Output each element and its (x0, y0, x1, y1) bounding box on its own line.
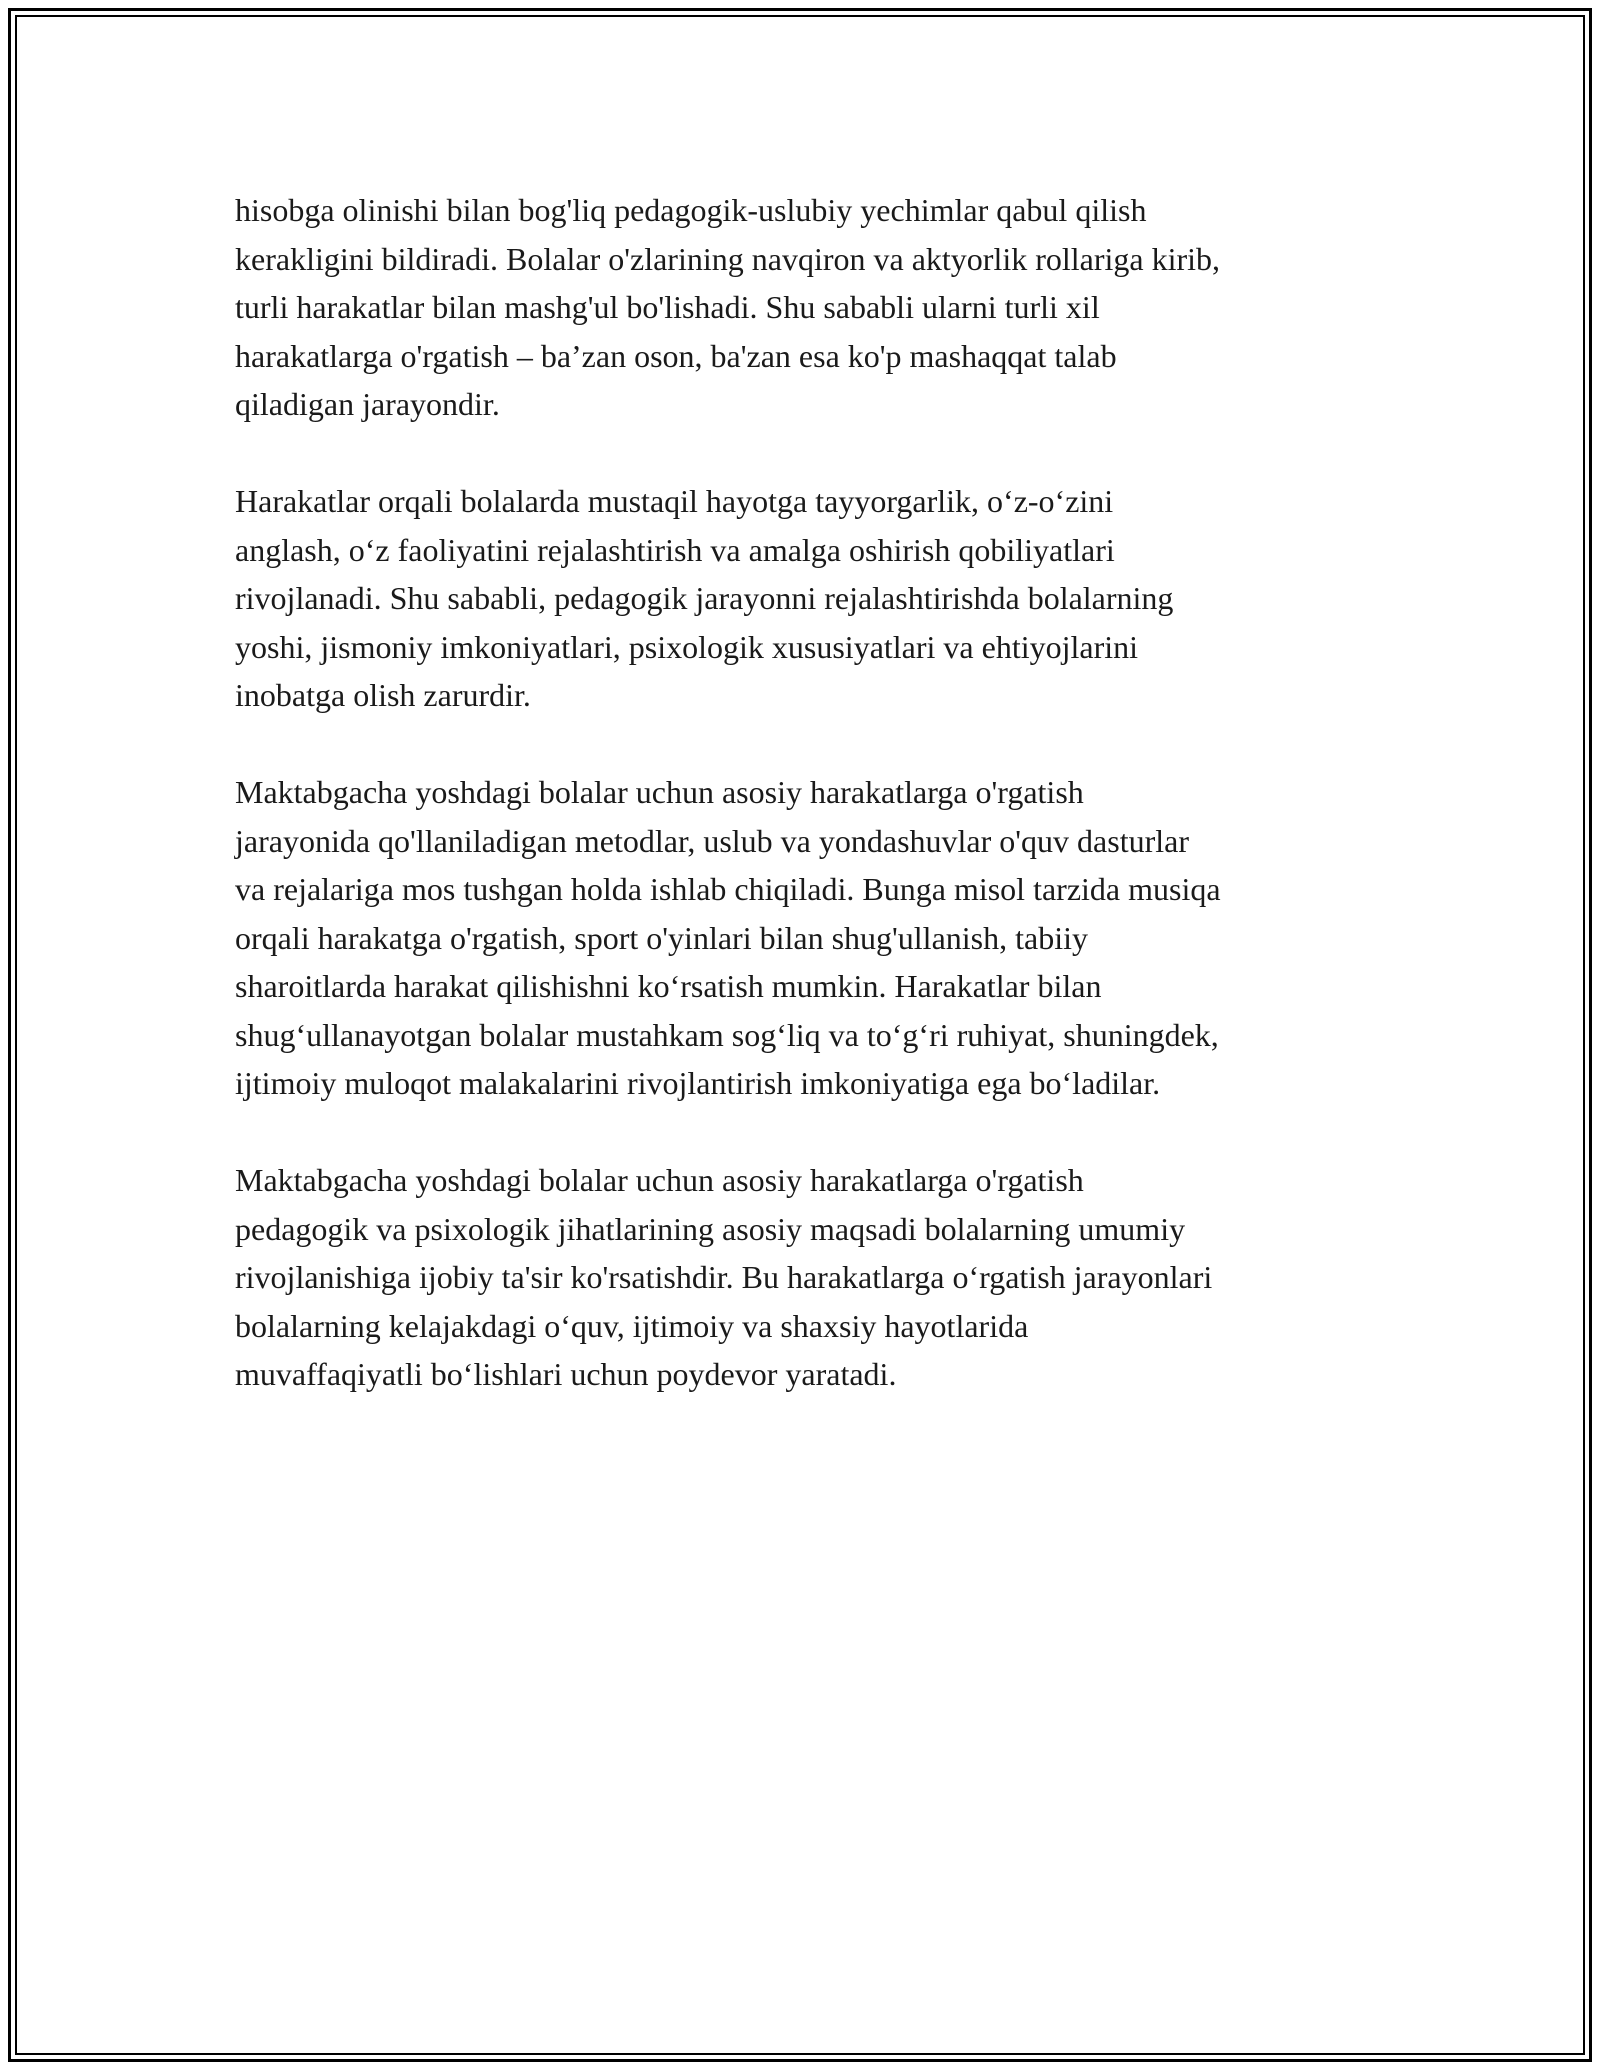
text-line: yoshi, jismoniy imkoniyatlari, psixologik xususiyatlari va ehtiyojlarini (235, 628, 1139, 665)
text-line: shug‘ullanayotgan bolalar mustahkam sog‘liq va to‘g‘ri ruhiyat, shuningdek, (235, 1016, 1219, 1053)
text-line: anglash, o‘z faoliyatini rejalashtirish va amalga oshirish qobiliyatlari (235, 531, 1115, 568)
text-line: orqali harakatga o'rgatish, sport o'yinlari bilan shug'ullanish, tabiiy (235, 919, 1088, 956)
paragraph-1 (235, 186, 1375, 429)
text-line: kerakligini bildiradi. Bolalar o'zlarining navqiron va aktyorlik rollariga kirib, (235, 240, 1221, 277)
text-line: inobatga olish zarurdir. (235, 677, 531, 713)
text-line: rivojlanishiga ijobiy ta'sir ko'rsatishdir. Bu harakatlarga o‘rgatish jarayonlari (235, 1259, 1213, 1295)
paragraph-3 (235, 768, 1375, 1108)
text-line: hisobga olinishi bilan bog'liq pedagogik-uslubiy yechimlar qabul qilish (235, 192, 1147, 228)
text-line: Harakatlar orqali bolalarda mustaqil hayotga tayyorgarlik, o‘z-o‘zini (235, 483, 1114, 519)
document-body (235, 186, 1375, 1447)
text-line: qiladigan jarayondir. (235, 386, 500, 422)
paragraph-4 (235, 1156, 1375, 1399)
text-line: ijtimoiy muloqot malakalarini rivojlantirish imkoniyatiga ega bo‘ladilar. (235, 1065, 1161, 1101)
text-line: bolalarning kelajakdagi o‘quv, ijtimoiy va shaxsiy hayotlarida (235, 1307, 1029, 1344)
text-line: Maktabgacha yoshdagi bolalar uchun asosiy harakatlarga o'rgatish (235, 774, 1084, 810)
text-line: harakatlarga o'rgatish – ba’zan oson, ba'zan esa ko'p mashaqqat talab (235, 337, 1117, 374)
text-line: rivojlanadi. Shu sababli, pedagogik jarayonni rejalashtirishda bolalarning (235, 580, 1174, 616)
text-line: turli harakatlar bilan mashg'ul bo'lishadi. Shu sababli ularni turli xil (235, 289, 1100, 325)
paragraph-2 (235, 477, 1375, 720)
text-line: va rejalariga mos tushgan holda ishlab chiqiladi. Bunga misol tarzida musiqa (235, 871, 1221, 907)
text-line: jarayonida qo'llaniladigan metodlar, uslub va yondashuvlar o'quv dasturlar (235, 822, 1189, 859)
text-line: pedagogik va psixologik jihatlarining asosiy maqsadi bolalarning umumiy (235, 1210, 1186, 1247)
text-line: sharoitlarda harakat qilishishni ko‘rsatish mumkin. Harakatlar bilan (235, 968, 1102, 1004)
text-line: muvaffaqiyatli bo‘lishlari uchun poydevor yaratadi. (235, 1356, 897, 1392)
text-line: Maktabgacha yoshdagi bolalar uchun asosiy harakatlarga o'rgatish (235, 1162, 1084, 1198)
